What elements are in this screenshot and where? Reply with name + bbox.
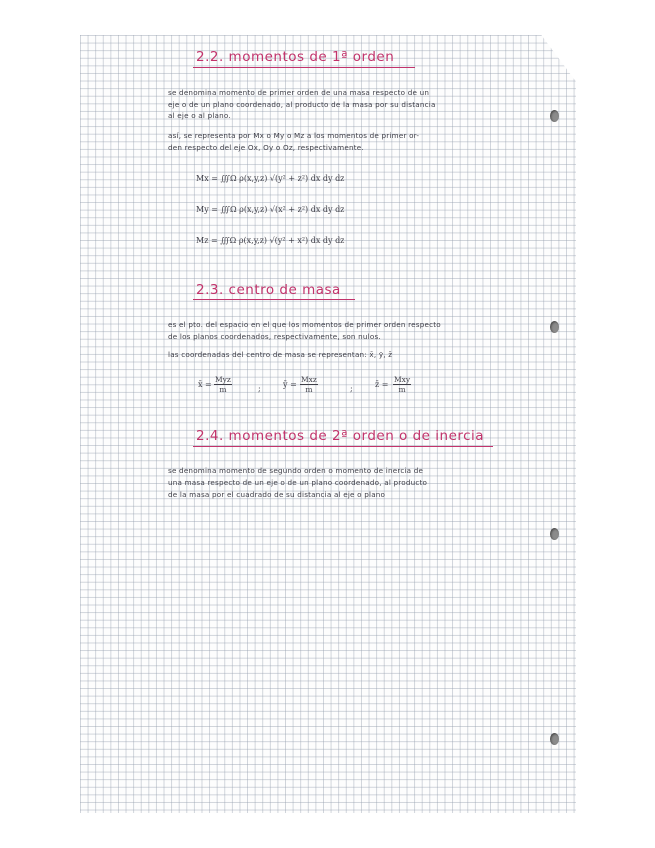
paragraph-line: se denomina momento de primer orden de una masa respecto de un bbox=[168, 88, 430, 97]
fraction-denominator: m bbox=[219, 385, 227, 394]
title-underline bbox=[193, 67, 415, 68]
paragraph-line: den respecto del eje Ox, Oy o Oz, respectivamente. bbox=[168, 143, 364, 152]
formula-mz: Mz = ∭Ω ρ(x,y,z) √(y² + x²) dx dy dz bbox=[196, 236, 345, 245]
paragraph-line: es el pto. del espacio en el que los momentos de primer orden respecto bbox=[168, 320, 441, 329]
separator: ; bbox=[350, 384, 353, 393]
separator: ; bbox=[258, 384, 261, 393]
fraction-z bbox=[393, 375, 411, 394]
fraction-lhs: x̄ = bbox=[198, 380, 212, 389]
fraction-numerator: Mxy bbox=[394, 375, 411, 384]
formula-my: My = ∭Ω ρ(x,y,z) √(x² + z²) dx dy dz bbox=[196, 205, 345, 214]
fraction-denominator: m bbox=[398, 385, 406, 394]
fraction-numerator: Mxz bbox=[301, 375, 317, 384]
fraction-denominator: m bbox=[305, 385, 313, 394]
section-title: 2.3. centro de masa bbox=[196, 282, 341, 298]
binder-hole bbox=[550, 528, 559, 540]
paragraph-line: una masa respecto de un eje o de un plano coordenado, al producto bbox=[168, 478, 428, 487]
paragraph-line: las coordenadas del centro de masa se representan: x̄, ȳ, z̄ bbox=[168, 350, 393, 359]
formula-mx: Mx = ∭Ω ρ(x,y,z) √(y² + z²) dx dy dz bbox=[196, 174, 345, 183]
fraction-x bbox=[214, 375, 232, 394]
paragraph-line: de la masa por el cuadrado de su distancia al eje o plano bbox=[168, 490, 386, 499]
paragraph-line: de los planos coordenados, respectivamente, son nulos. bbox=[168, 332, 381, 341]
paragraph-line: así, se representa por Mx o My o Mz a los momentos de primer or- bbox=[168, 131, 420, 140]
binder-hole bbox=[550, 733, 559, 745]
title-underline bbox=[193, 299, 355, 300]
fraction-numerator: Myz bbox=[215, 375, 231, 384]
section-title: 2.2. momentos de 1ª orden bbox=[196, 49, 395, 65]
paragraph-line: al eje o al plano. bbox=[168, 111, 231, 120]
binder-hole bbox=[550, 110, 559, 122]
fraction-lhs: z̄ = bbox=[375, 380, 389, 389]
fraction-lhs: ȳ = bbox=[283, 380, 297, 389]
paragraph-line: se denomina momento de segundo orden o momento de inercia de bbox=[168, 466, 424, 475]
binder-hole bbox=[550, 321, 559, 333]
fraction-y bbox=[300, 375, 318, 394]
section-title: 2.4. momentos de 2ª orden o de inercia bbox=[196, 428, 485, 444]
title-underline bbox=[193, 446, 493, 447]
paragraph-line: eje o de un plano coordenado, al producto de la masa por su distancia bbox=[168, 100, 436, 109]
